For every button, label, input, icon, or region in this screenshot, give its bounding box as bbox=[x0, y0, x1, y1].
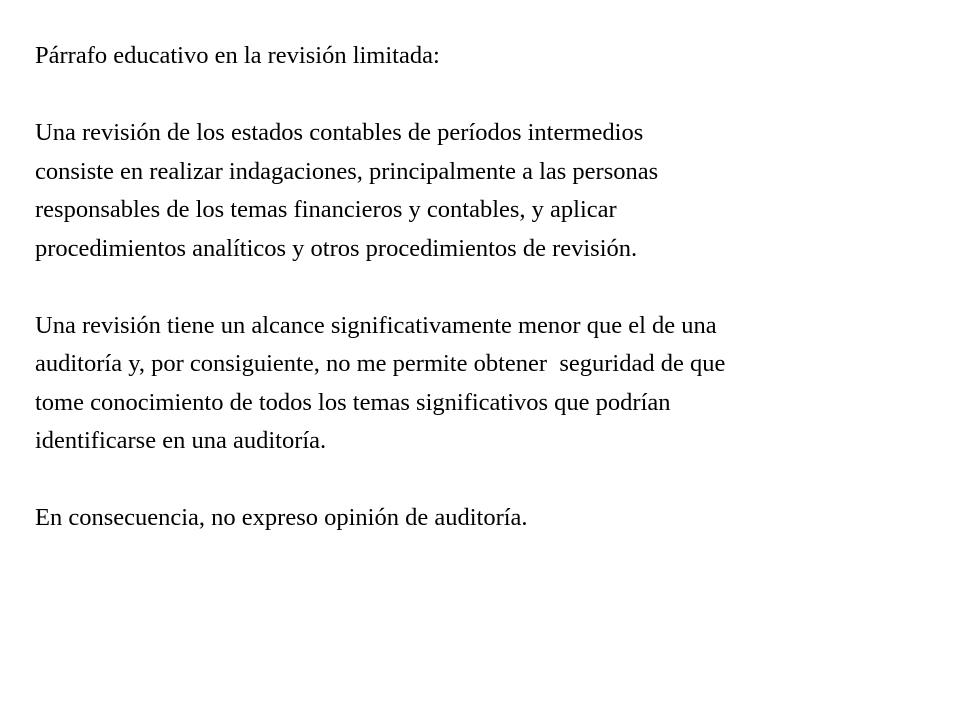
paragraph-conclusion bbox=[35, 499, 945, 538]
paragraph-line: En consecuencia, no expreso opinión de auditoría. bbox=[35, 504, 528, 531]
paragraph-line: auditoría y, por consiguiente, no me permite obtener seguridad de que bbox=[35, 350, 726, 377]
slide-text-body bbox=[35, 37, 945, 538]
paragraph-spacer bbox=[35, 461, 945, 500]
slide-heading-text: Párrafo educativo en la revisión limitada: bbox=[35, 42, 440, 69]
paragraph-line: consiste en realizar indagaciones, principalmente a las personas bbox=[35, 157, 659, 185]
paragraph-spacer bbox=[35, 268, 945, 307]
paragraph-line: identificarse en una auditoría. bbox=[35, 427, 327, 454]
paragraph-line: procedimientos analíticos y otros procedimientos de revisión. bbox=[35, 234, 638, 262]
paragraph-review-scope bbox=[35, 307, 945, 461]
paragraph-line: responsables de los temas financieros y contables, y aplicar bbox=[35, 196, 617, 223]
paragraph-line: Una revisión tiene un alcance significativamente menor que el de una bbox=[35, 311, 717, 339]
slide-heading bbox=[35, 37, 945, 76]
paragraph-line: tome conocimiento de todos los temas significativos que podrían bbox=[35, 388, 671, 416]
paragraph-line: Una revisión de los estados contables de períodos intermedios bbox=[35, 119, 644, 146]
paragraph-spacer bbox=[35, 76, 945, 115]
paragraph-review-definition bbox=[35, 114, 945, 268]
